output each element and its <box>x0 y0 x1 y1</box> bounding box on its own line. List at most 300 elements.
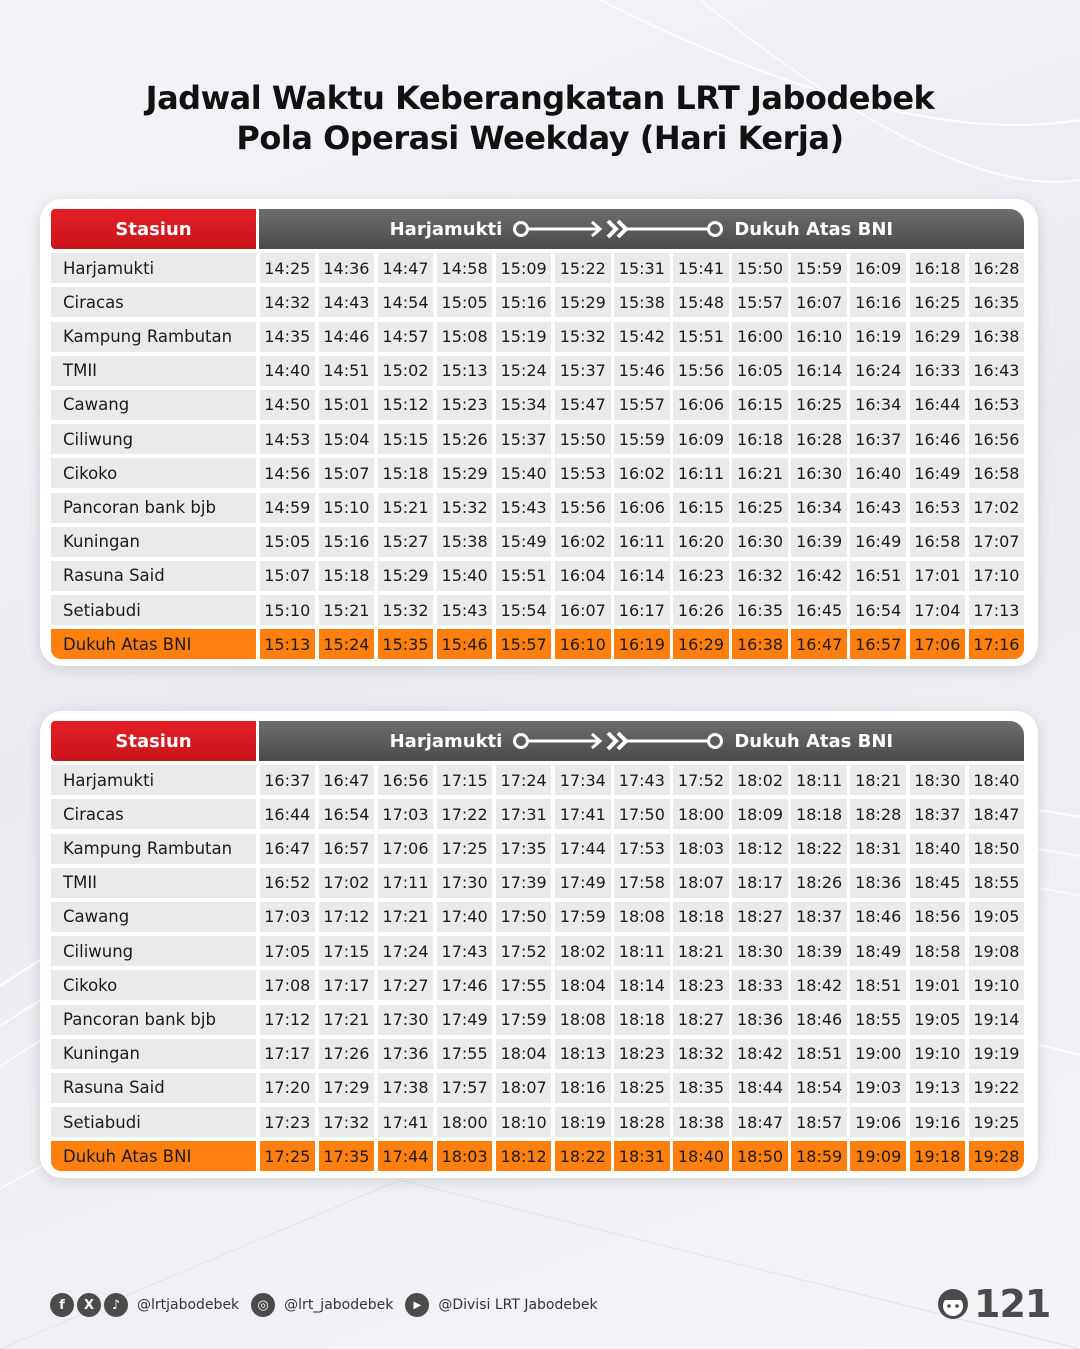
departure-time: 18:55 <box>850 1005 906 1035</box>
departure-time: 17:17 <box>260 1039 316 1069</box>
x-icon[interactable]: X <box>77 1293 101 1317</box>
departure-time: 17:30 <box>437 868 493 898</box>
departure-time: 16:47 <box>319 765 375 795</box>
departure-time: 16:18 <box>910 253 966 283</box>
departure-time: 16:58 <box>969 458 1025 488</box>
departure-time: 19:16 <box>910 1107 966 1137</box>
departure-time: 15:19 <box>496 322 552 352</box>
departure-time: 15:34 <box>496 390 552 420</box>
departure-time: 17:35 <box>496 834 552 864</box>
departure-time: 16:57 <box>319 834 375 864</box>
departure-time: 15:46 <box>614 356 670 386</box>
departure-time: 18:18 <box>614 1005 670 1035</box>
departure-time: 16:11 <box>673 458 729 488</box>
departure-time: 15:02 <box>378 356 434 386</box>
departure-time: 19:05 <box>969 902 1025 932</box>
departure-time: 16:51 <box>850 561 906 591</box>
departure-time: 18:11 <box>791 765 847 795</box>
departure-time: 17:30 <box>378 1005 434 1035</box>
departure-time: 17:49 <box>555 868 611 898</box>
departure-time: 18:21 <box>850 765 906 795</box>
departure-time: 18:28 <box>614 1107 670 1137</box>
departure-time: 15:10 <box>260 595 316 625</box>
youtube-icon[interactable]: ▶ <box>405 1293 429 1317</box>
departure-time: 16:42 <box>791 561 847 591</box>
station-name: Kampung Rambutan <box>51 322 256 352</box>
departure-time: 17:06 <box>910 629 966 659</box>
departure-time: 19:25 <box>969 1107 1025 1137</box>
departure-time: 16:02 <box>614 458 670 488</box>
departure-time: 17:50 <box>496 902 552 932</box>
departure-time: 17:25 <box>437 834 493 864</box>
departure-time: 15:56 <box>673 356 729 386</box>
departure-time: 17:05 <box>260 936 316 966</box>
departure-time: 16:56 <box>378 765 434 795</box>
departure-time: 18:30 <box>732 936 788 966</box>
departure-time: 15:22 <box>555 253 611 283</box>
departure-time: 18:37 <box>910 799 966 829</box>
departure-time: 16:16 <box>850 287 906 317</box>
departure-time: 16:47 <box>791 629 847 659</box>
departure-time: 18:49 <box>850 936 906 966</box>
departure-time: 17:24 <box>378 936 434 966</box>
station-name: Setiabudi <box>51 595 256 625</box>
departure-time: 17:20 <box>260 1073 316 1103</box>
departure-time: 17:13 <box>969 595 1025 625</box>
departure-time: 17:03 <box>378 799 434 829</box>
departure-time: 18:14 <box>614 970 670 1000</box>
departure-time: 16:29 <box>910 322 966 352</box>
departure-time: 16:49 <box>910 458 966 488</box>
departure-time: 17:03 <box>260 902 316 932</box>
departure-time: 17:40 <box>437 902 493 932</box>
departure-time: 17:16 <box>969 629 1025 659</box>
route-arrow-icon <box>512 730 724 752</box>
departure-time: 15:10 <box>319 493 375 523</box>
departure-time: 16:14 <box>614 561 670 591</box>
departure-time: 15:43 <box>496 493 552 523</box>
departure-time: 15:13 <box>437 356 493 386</box>
departure-time: 15:40 <box>437 561 493 591</box>
departure-time: 18:11 <box>614 936 670 966</box>
departure-time: 14:32 <box>260 287 316 317</box>
handle-youtube[interactable]: @Divisi LRT Jabodebek <box>438 1297 598 1313</box>
departure-time: 18:12 <box>732 834 788 864</box>
departure-time: 18:35 <box>673 1073 729 1103</box>
departure-time: 15:32 <box>378 595 434 625</box>
departure-time: 17:55 <box>496 970 552 1000</box>
departure-time: 17:21 <box>319 1005 375 1035</box>
departure-time: 17:46 <box>437 970 493 1000</box>
departure-time: 18:26 <box>791 868 847 898</box>
departure-time: 18:23 <box>673 970 729 1000</box>
departure-time: 18:25 <box>614 1073 670 1103</box>
schedule-card-2 <box>40 711 1038 1178</box>
departure-time: 17:12 <box>319 902 375 932</box>
schedule-table <box>51 209 1024 659</box>
station-name: TMII <box>51 356 256 386</box>
departure-time: 17:27 <box>378 970 434 1000</box>
departure-time: 19:06 <box>850 1107 906 1137</box>
departure-time: 18:31 <box>850 834 906 864</box>
departure-time: 15:51 <box>673 322 729 352</box>
departure-time: 16:33 <box>910 356 966 386</box>
departure-time: 17:01 <box>910 561 966 591</box>
departure-time: 18:44 <box>732 1073 788 1103</box>
departure-time: 18:39 <box>791 936 847 966</box>
departure-time: 15:43 <box>437 595 493 625</box>
departure-time: 18:58 <box>910 936 966 966</box>
departure-time: 17:15 <box>437 765 493 795</box>
departure-time: 16:28 <box>969 253 1025 283</box>
departure-time: 16:09 <box>850 253 906 283</box>
departure-time: 16:05 <box>732 356 788 386</box>
departure-time: 18:22 <box>791 834 847 864</box>
departure-time: 17:10 <box>969 561 1025 591</box>
departure-time: 17:52 <box>673 765 729 795</box>
departure-time: 15:29 <box>378 561 434 591</box>
departure-time: 16:04 <box>555 561 611 591</box>
departure-time: 16:10 <box>555 629 611 659</box>
departure-time: 17:29 <box>319 1073 375 1103</box>
departure-time: 17:21 <box>378 902 434 932</box>
departure-time: 17:58 <box>614 868 670 898</box>
departure-time: 18:36 <box>732 1005 788 1035</box>
departure-time: 16:21 <box>732 458 788 488</box>
departure-time: 17:39 <box>496 868 552 898</box>
departure-time: 16:34 <box>791 493 847 523</box>
departure-time: 18:38 <box>673 1107 729 1137</box>
schedule-card-1 <box>40 199 1038 666</box>
departure-time: 18:30 <box>910 765 966 795</box>
departure-time: 18:40 <box>673 1141 729 1171</box>
station-name: TMII <box>51 868 256 898</box>
departure-time: 14:54 <box>378 287 434 317</box>
departure-time: 14:57 <box>378 322 434 352</box>
departure-time: 18:37 <box>791 902 847 932</box>
departure-time: 14:51 <box>319 356 375 386</box>
departure-time: 18:00 <box>437 1107 493 1137</box>
departure-time: 16:29 <box>673 629 729 659</box>
departure-time: 18:33 <box>732 970 788 1000</box>
departure-time: 16:53 <box>969 390 1025 420</box>
station-name: Cikoko <box>51 970 256 1000</box>
departure-time: 16:10 <box>791 322 847 352</box>
departure-time: 18:50 <box>732 1141 788 1171</box>
departure-time: 16:06 <box>614 493 670 523</box>
departure-time: 18:02 <box>555 936 611 966</box>
departure-time: 18:04 <box>555 970 611 1000</box>
departure-time: 18:45 <box>910 868 966 898</box>
departure-time: 17:04 <box>910 595 966 625</box>
instagram-icon[interactable]: ◎ <box>251 1293 275 1317</box>
facebook-icon[interactable]: f <box>50 1293 74 1317</box>
departure-time: 17:43 <box>437 936 493 966</box>
departure-time: 19:22 <box>969 1073 1025 1103</box>
departure-time: 18:51 <box>791 1039 847 1069</box>
tiktok-icon[interactable]: ♪ <box>104 1293 128 1317</box>
departure-time: 16:30 <box>791 458 847 488</box>
station-name: Harjamukti <box>51 253 256 283</box>
departure-time: 17:55 <box>437 1039 493 1069</box>
departure-time: 15:38 <box>437 527 493 557</box>
departure-time: 14:36 <box>319 253 375 283</box>
departure-time: 16:19 <box>614 629 670 659</box>
departure-time: 18:03 <box>673 834 729 864</box>
departure-time: 18:54 <box>791 1073 847 1103</box>
departure-time: 17:34 <box>555 765 611 795</box>
departure-time: 17:38 <box>378 1073 434 1103</box>
departure-time: 15:32 <box>437 493 493 523</box>
departure-time: 16:24 <box>850 356 906 386</box>
station-name: Ciliwung <box>51 424 256 454</box>
title-line-2: Pola Operasi Weekday (Hari Kerja) <box>236 119 844 157</box>
departure-time: 18:13 <box>555 1039 611 1069</box>
departure-time: 16:54 <box>850 595 906 625</box>
departure-time: 16:34 <box>850 390 906 420</box>
departure-time: 16:17 <box>614 595 670 625</box>
departure-time: 16:44 <box>910 390 966 420</box>
departure-time: 18:46 <box>850 902 906 932</box>
departure-time: 17:08 <box>260 970 316 1000</box>
departure-time: 14:58 <box>437 253 493 283</box>
route-arrow-icon <box>512 218 724 240</box>
departure-time: 17:43 <box>614 765 670 795</box>
departure-time: 15:31 <box>614 253 670 283</box>
departure-time: 15:24 <box>496 356 552 386</box>
departure-time: 16:28 <box>791 424 847 454</box>
station-name: Cawang <box>51 390 256 420</box>
departure-time: 19:05 <box>910 1005 966 1035</box>
departure-time: 16:37 <box>850 424 906 454</box>
departure-time: 15:16 <box>496 287 552 317</box>
departure-time: 14:25 <box>260 253 316 283</box>
departure-time: 15:37 <box>496 424 552 454</box>
departure-time: 19:14 <box>969 1005 1025 1035</box>
departure-time: 15:35 <box>378 629 434 659</box>
departure-time: 18:17 <box>732 868 788 898</box>
departure-time: 17:52 <box>496 936 552 966</box>
departure-time: 18:47 <box>732 1107 788 1137</box>
departure-time: 17:44 <box>555 834 611 864</box>
departure-time: 15:29 <box>555 287 611 317</box>
departure-time: 16:25 <box>791 390 847 420</box>
departure-time: 15:50 <box>732 253 788 283</box>
departure-time: 16:53 <box>910 493 966 523</box>
departure-time: 16:45 <box>791 595 847 625</box>
departure-time: 16:23 <box>673 561 729 591</box>
route-from: Harjamukti <box>389 218 503 240</box>
departure-time: 17:15 <box>319 936 375 966</box>
departure-time: 15:05 <box>260 527 316 557</box>
departure-time: 18:04 <box>496 1039 552 1069</box>
departure-time: 18:08 <box>555 1005 611 1035</box>
station-name: Dukuh Atas BNI <box>51 629 256 659</box>
departure-time: 18:51 <box>850 970 906 1000</box>
departure-time: 18:40 <box>910 834 966 864</box>
departure-time: 15:41 <box>673 253 729 283</box>
departure-time: 19:10 <box>910 1039 966 1069</box>
station-name: Setiabudi <box>51 1107 256 1137</box>
departure-time: 18:47 <box>969 799 1025 829</box>
page-title <box>0 78 1080 158</box>
departure-time: 18:00 <box>673 799 729 829</box>
departure-time: 19:00 <box>850 1039 906 1069</box>
handle-main[interactable]: @lrtjabodebek <box>137 1297 240 1313</box>
hotline-number: 121 <box>974 1282 1051 1326</box>
departure-time: 17:35 <box>319 1141 375 1171</box>
departure-time: 16:09 <box>673 424 729 454</box>
departure-time: 16:35 <box>732 595 788 625</box>
hotline-logo <box>936 1282 1050 1326</box>
departure-time: 15:24 <box>319 629 375 659</box>
departure-time: 16:38 <box>732 629 788 659</box>
departure-time: 15:27 <box>378 527 434 557</box>
departure-time: 15:01 <box>319 390 375 420</box>
departure-time: 15:37 <box>555 356 611 386</box>
departure-time: 15:21 <box>319 595 375 625</box>
departure-time: 18:08 <box>614 902 670 932</box>
departure-time: 16:06 <box>673 390 729 420</box>
departure-time: 16:15 <box>732 390 788 420</box>
departure-time: 14:46 <box>319 322 375 352</box>
departure-time: 16:52 <box>260 868 316 898</box>
departure-time: 15:18 <box>319 561 375 591</box>
departure-time: 17:44 <box>378 1141 434 1171</box>
departure-time: 17:41 <box>555 799 611 829</box>
departure-time: 16:25 <box>732 493 788 523</box>
departure-time: 15:56 <box>555 493 611 523</box>
station-name: Ciracas <box>51 799 256 829</box>
departure-time: 15:21 <box>378 493 434 523</box>
departure-time: 16:58 <box>910 527 966 557</box>
departure-time: 19:03 <box>850 1073 906 1103</box>
departure-time: 14:35 <box>260 322 316 352</box>
station-name: Dukuh Atas BNI <box>51 1141 256 1171</box>
departure-time: 16:32 <box>732 561 788 591</box>
departure-time: 18:07 <box>673 868 729 898</box>
departure-time: 18:27 <box>732 902 788 932</box>
station-name: Ciliwung <box>51 936 256 966</box>
station-name: Kampung Rambutan <box>51 834 256 864</box>
station-name: Rasuna Said <box>51 561 256 591</box>
departure-time: 18:10 <box>496 1107 552 1137</box>
departure-time: 18:50 <box>969 834 1025 864</box>
departure-time: 17:59 <box>496 1005 552 1035</box>
departure-time: 17:22 <box>437 799 493 829</box>
departure-time: 16:07 <box>555 595 611 625</box>
station-name: Ciracas <box>51 287 256 317</box>
route-header <box>259 209 1025 249</box>
departure-time: 17:49 <box>437 1005 493 1035</box>
departure-time: 16:26 <box>673 595 729 625</box>
departure-time: 18:55 <box>969 868 1025 898</box>
departure-time: 15:59 <box>614 424 670 454</box>
departure-time: 17:25 <box>260 1141 316 1171</box>
departure-time: 15:07 <box>260 561 316 591</box>
departure-time: 18:21 <box>673 936 729 966</box>
departure-time: 16:25 <box>910 287 966 317</box>
handle-instagram[interactable]: @lrt_jabodebek <box>284 1297 394 1313</box>
departure-time: 18:32 <box>673 1039 729 1069</box>
departure-time: 18:27 <box>673 1005 729 1035</box>
departure-time: 18:09 <box>732 799 788 829</box>
departure-time: 16:47 <box>260 834 316 864</box>
departure-time: 18:19 <box>555 1107 611 1137</box>
departure-time: 15:59 <box>791 253 847 283</box>
departure-time: 14:40 <box>260 356 316 386</box>
departure-time: 19:13 <box>910 1073 966 1103</box>
departure-time: 14:59 <box>260 493 316 523</box>
departure-time: 17:57 <box>437 1073 493 1103</box>
departure-time: 14:50 <box>260 390 316 420</box>
departure-time: 15:54 <box>496 595 552 625</box>
departure-time: 15:05 <box>437 287 493 317</box>
station-name: Cawang <box>51 902 256 932</box>
station-name: Rasuna Said <box>51 1073 256 1103</box>
departure-time: 15:13 <box>260 629 316 659</box>
station-name: Kuningan <box>51 527 256 557</box>
footer-socials <box>50 1292 610 1318</box>
departure-time: 19:18 <box>910 1141 966 1171</box>
departure-time: 16:44 <box>260 799 316 829</box>
departure-time: 17:53 <box>614 834 670 864</box>
departure-time: 16:39 <box>791 527 847 557</box>
departure-time: 16:56 <box>969 424 1025 454</box>
departure-time: 16:11 <box>614 527 670 557</box>
departure-time: 15:32 <box>555 322 611 352</box>
departure-time: 18:12 <box>496 1141 552 1171</box>
departure-time: 15:50 <box>555 424 611 454</box>
departure-time: 17:17 <box>319 970 375 1000</box>
station-column-header: Stasiun <box>51 721 256 761</box>
departure-time: 18:16 <box>555 1073 611 1103</box>
departure-time: 15:26 <box>437 424 493 454</box>
departure-time: 15:42 <box>614 322 670 352</box>
departure-time: 16:46 <box>910 424 966 454</box>
departure-time: 15:08 <box>437 322 493 352</box>
route-header <box>259 721 1025 761</box>
departure-time: 17:12 <box>260 1005 316 1035</box>
route-from: Harjamukti <box>389 730 503 752</box>
departure-time: 16:40 <box>850 458 906 488</box>
departure-time: 18:03 <box>437 1141 493 1171</box>
departure-time: 15:49 <box>496 527 552 557</box>
departure-time: 18:18 <box>673 902 729 932</box>
departure-time: 18:28 <box>850 799 906 829</box>
departure-time: 16:54 <box>319 799 375 829</box>
departure-time: 15:04 <box>319 424 375 454</box>
departure-time: 18:42 <box>732 1039 788 1069</box>
departure-time: 18:31 <box>614 1141 670 1171</box>
departure-time: 17:02 <box>319 868 375 898</box>
departure-time: 19:19 <box>969 1039 1025 1069</box>
departure-time: 15:16 <box>319 527 375 557</box>
departure-time: 19:10 <box>969 970 1025 1000</box>
departure-time: 15:09 <box>496 253 552 283</box>
route-to: Dukuh Atas BNI <box>734 218 894 240</box>
departure-time: 16:43 <box>850 493 906 523</box>
departure-time: 16:20 <box>673 527 729 557</box>
departure-time: 16:18 <box>732 424 788 454</box>
departure-time: 19:09 <box>850 1141 906 1171</box>
departure-time: 16:37 <box>260 765 316 795</box>
departure-time: 18:40 <box>969 765 1025 795</box>
station-column-header: Stasiun <box>51 209 256 249</box>
departure-time: 17:31 <box>496 799 552 829</box>
departure-time: 17:11 <box>378 868 434 898</box>
mascot-icon <box>936 1287 970 1321</box>
